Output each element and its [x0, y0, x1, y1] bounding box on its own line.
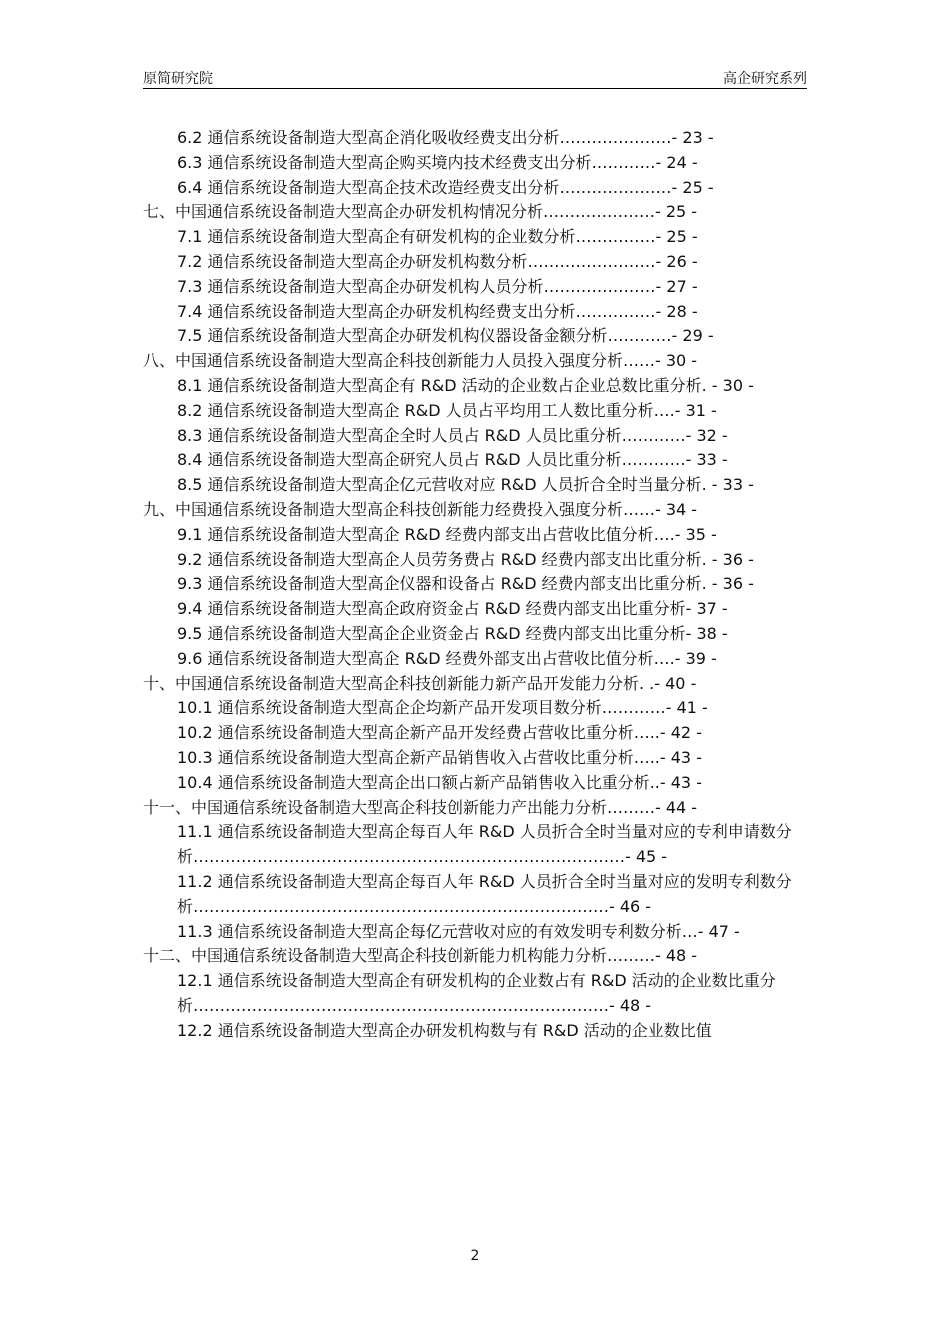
toc-section-entry[interactable]: 7.1 通信系统设备制造大型高企有研发机构的企业数分析……………- 25 - [177, 227, 698, 247]
toc-section-entry[interactable]: 9.2 通信系统设备制造大型高企人员劳务费占 R&D 经费内部支出比重分析. - 36 - [177, 549, 754, 569]
toc-section-entry[interactable]: 10.2 通信系统设备制造大型高企新产品开发经费占营收比重分析…..- 42 - [177, 723, 702, 743]
toc-section-entry[interactable]: 8.4 通信系统设备制造大型高企研究人员占 R&D 人员比重分析…………- 33 - [177, 450, 728, 470]
toc-section-entry[interactable]: 11.3 通信系统设备制造大型高企每亿元营收对应的有效发明专利数分析…- 47 - [177, 921, 740, 941]
toc-section-entry[interactable]: 7.2 通信系统设备制造大型高企办研发机构数分析……………………- 26 - [177, 251, 698, 271]
header-right-text: 高企研究系列 [723, 71, 807, 87]
toc-section-entry[interactable]: 8.2 通信系统设备制造大型高企 R&D 人员占平均用工人数比重分析….- 31 - [177, 400, 717, 420]
toc-section-entry[interactable]: 6.4 通信系统设备制造大型高企技术改造经费支出分析…………………- 25 - [177, 177, 714, 197]
toc-section-entry[interactable]: 9.3 通信系统设备制造大型高企仪器和设备占 R&D 经费内部支出比重分析. - 36 - [177, 574, 754, 594]
toc-section-entry[interactable]: 9.1 通信系统设备制造大型高企 R&D 经费内部支出占营收比值分析….- 35 - [177, 524, 717, 544]
toc-section-entry[interactable]: 9.6 通信系统设备制造大型高企 R&D 经费外部支出占营收比值分析….- 39 - [177, 648, 717, 668]
toc-section-entry[interactable]: 8.1 通信系统设备制造大型高企有 R&D 活动的企业数占企业总数比重分析. - 30 - [177, 375, 754, 395]
toc-chapter-entry[interactable]: 十、中国通信系统设备制造大型高企科技创新能力新产品开发能力分析. .- 40 - [143, 673, 697, 693]
toc-section-entry[interactable]: 7.3 通信系统设备制造大型高企办研发机构人员分析…………………- 27 - [177, 276, 698, 296]
toc-section-entry[interactable]: 11.1 通信系统设备制造大型高企每百人年 R&D 人员折合全时当量对应的专利申请数分析………………………………………………………………………- 45 - [177, 822, 792, 867]
toc-section-entry[interactable]: 8.3 通信系统设备制造大型高企全时人员占 R&D 人员比重分析…………- 32 - [177, 425, 728, 445]
toc-section-entry[interactable]: 9.5 通信系统设备制造大型高企企业资金占 R&D 经费内部支出比重分析- 38 - [177, 623, 728, 643]
toc-section-entry[interactable]: 11.2 通信系统设备制造大型高企每百人年 R&D 人员折合全时当量对应的发明专利数分析……………………………………………………………………- 46 - [177, 871, 792, 916]
toc-section-entry[interactable]: 6.3 通信系统设备制造大型高企购买境内技术经费支出分析…………- 24 - [177, 152, 698, 172]
toc-section-entry[interactable]: 8.5 通信系统设备制造大型高企亿元营收对应 R&D 人员折合全时当量分析. - 33 - [177, 475, 754, 495]
toc-chapter-entry[interactable]: 十二、中国通信系统设备制造大型高企科技创新能力机构能力分析………- 48 - [143, 946, 698, 966]
toc-section-entry[interactable]: 10.3 通信系统设备制造大型高企新产品销售收入占营收比重分析…..- 43 - [177, 747, 702, 767]
toc-chapter-entry[interactable]: 七、中国通信系统设备制造大型高企办研发机构情况分析…………………- 25 - [143, 202, 698, 222]
toc-section-entry[interactable]: 7.4 通信系统设备制造大型高企办研发机构经费支出分析……………- 28 - [177, 301, 698, 321]
page-header [143, 66, 807, 89]
toc-section-entry[interactable]: 10.1 通信系统设备制造大型高企企均新产品开发项目数分析…………- 41 - [177, 698, 708, 718]
toc-section-entry[interactable]: 12.1 通信系统设备制造大型高企有研发机构的企业数占有 R&D 活动的企业数比重分析……………………………………………………………………- 48 - [177, 971, 776, 1015]
toc-section-entry[interactable]: 7.5 通信系统设备制造大型高企办研发机构仪器设备金额分析…………- 29 - [177, 326, 714, 346]
toc-chapter-entry[interactable]: 十一、中国通信系统设备制造大型高企科技创新能力产出能力分析………- 44 - [143, 797, 698, 817]
header-left-text: 原简研究院 [143, 71, 213, 87]
toc-section-entry[interactable]: 12.2 通信系统设备制造大型高企办研发机构数与有 R&D 活动的企业数比值 [177, 1020, 712, 1040]
page-number: 2 [470, 1248, 480, 1264]
toc-section-entry[interactable]: 6.2 通信系统设备制造大型高企消化吸收经费支出分析…………………- 23 - [177, 128, 714, 147]
toc-chapter-entry[interactable]: 八、中国通信系统设备制造大型高企科技创新能力人员投入强度分析……- 30 - [143, 351, 698, 371]
toc-section-entry[interactable]: 10.4 通信系统设备制造大型高企出口额占新产品销售收入比重分析..- 43 - [177, 772, 702, 792]
toc-section-entry[interactable]: 9.4 通信系统设备制造大型高企政府资金占 R&D 经费内部支出比重分析- 37 - [177, 599, 728, 619]
table-of-contents [143, 126, 807, 1043]
toc-chapter-entry[interactable]: 九、中国通信系统设备制造大型高企科技创新能力经费投入强度分析……- 34 - [143, 499, 698, 519]
